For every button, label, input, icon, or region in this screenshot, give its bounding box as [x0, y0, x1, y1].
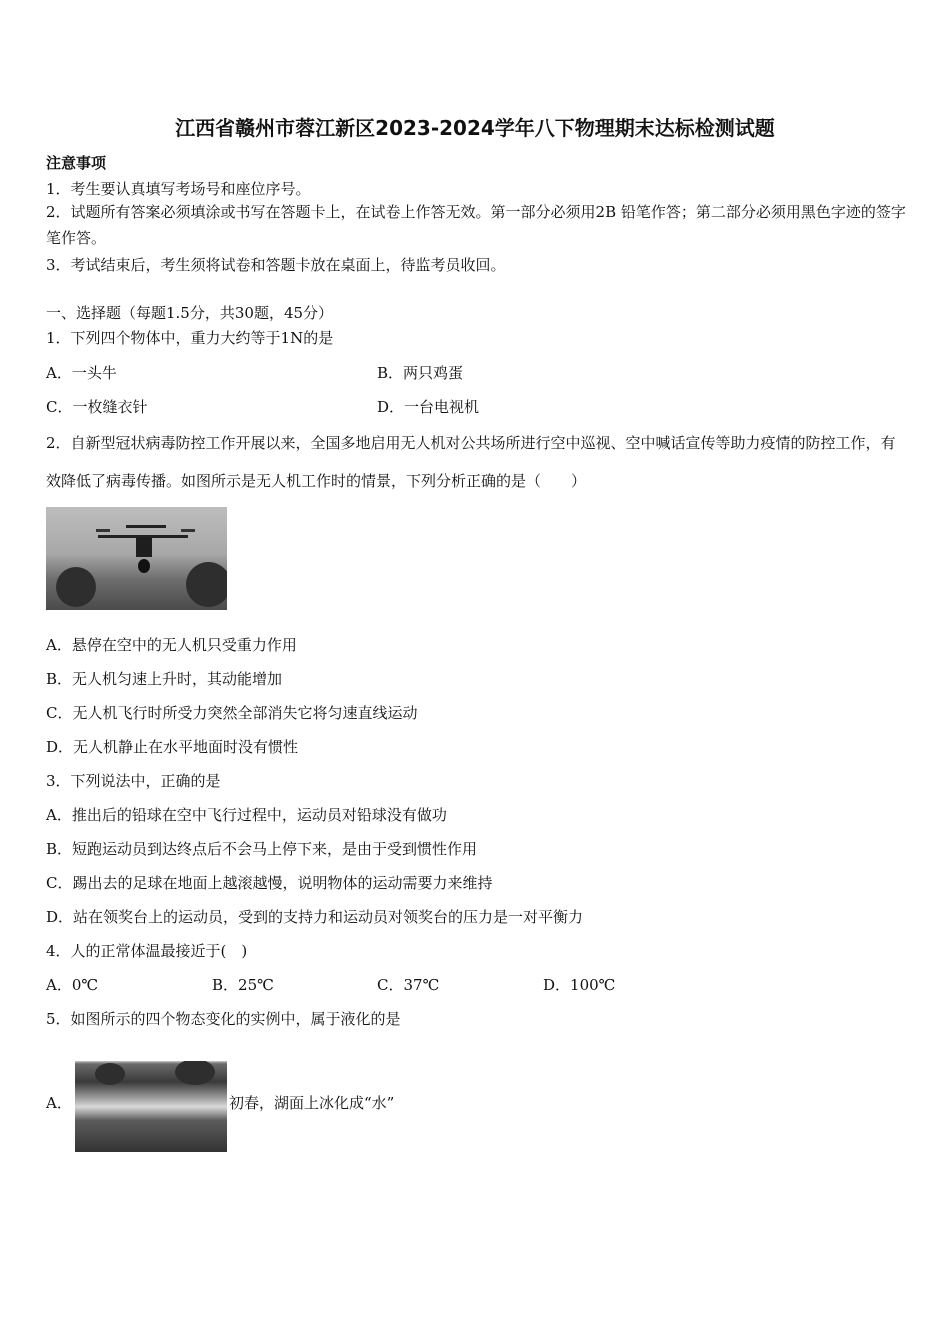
- notice-item-1: 1．考生要认真填写考场号和座位序号。: [46, 180, 311, 198]
- question-4-option-c: C．37℃: [377, 976, 440, 994]
- question-4-stem: 4．人的正常体温最接近于( ): [46, 942, 248, 960]
- question-1-option-a: A．一头牛: [46, 364, 117, 382]
- question-4-option-d: D．100℃: [543, 976, 616, 994]
- drone-photo: [46, 507, 227, 610]
- lake-photo: [75, 1039, 227, 1152]
- question-3-stem: 3．下列说法中，正确的是: [46, 772, 221, 790]
- question-2-option-c: C．无人机飞行时所受力突然全部消失它将匀速直线运动: [46, 704, 418, 722]
- question-3-option-b: B．短跑运动员到达终点后不会马上停下来，是由于受到惯性作用: [46, 840, 478, 858]
- exam-title: 江西省赣州市蓉江新区2023-2024学年八下物理期末达标检测试题: [175, 116, 775, 140]
- question-4-option-a: A．0℃: [46, 976, 99, 994]
- question-1-option-d: D．一台电视机: [377, 398, 480, 416]
- question-1-stem: 1．下列四个物体中，重力大约等于1N的是: [46, 329, 334, 347]
- notice-heading: 注意事项: [46, 154, 107, 172]
- question-3-option-a: A．推出后的铅球在空中飞行过程中，运动员对铅球没有做功: [46, 806, 447, 824]
- section-heading: 一、选择题（每题1.5分，共30题，45分）: [46, 304, 334, 322]
- question-3-option-d: D．站在领奖台上的运动员，受到的支持力和运动员对领奖台的压力是一对平衡力: [46, 908, 584, 926]
- question-2-option-a: A．悬停在空中的无人机只受重力作用: [46, 636, 297, 654]
- question-1-option-c: C．一枚缝衣针: [46, 398, 148, 416]
- question-5-option-a-text: 初春，湖面上冰化成“水”: [229, 1094, 395, 1112]
- notice-item-3: 3．考试结束后，考生须将试卷和答题卡放在桌面上，待监考员收回。: [46, 256, 506, 274]
- question-2-option-b: B．无人机匀速上升时，其动能增加: [46, 670, 283, 688]
- question-5-stem: 5．如图所示的四个物态变化的实例中，属于液化的是: [46, 1010, 401, 1028]
- question-2-stem: 2．自新型冠状病毒防控工作开展以来，全国多地启用无人机对公共场所进行空中巡视、空中喊话宣传等助力疫情的防控工作，有效降低了病毒传播。如图所示是无人机工作时的情景，下列分析正确的是（ ）: [46, 434, 896, 490]
- notice-item-2: 2．试题所有答案必须填涂或书写在答题卡上，在试卷上作答无效。第一部分必须用2B 铅笔作答；第二部分必须用黑色字迹的签字笔作答。: [46, 203, 906, 247]
- question-4-option-b: B．25℃: [212, 976, 274, 994]
- question-3-option-c: C．踢出去的足球在地面上越滚越慢，说明物体的运动需要力来维持: [46, 874, 493, 892]
- question-2-option-d: D．无人机静止在水平地面时没有惯性: [46, 738, 299, 756]
- question-1-option-b: B．两只鸡蛋: [377, 364, 464, 382]
- question-5-option-a-label: A．: [46, 1094, 72, 1112]
